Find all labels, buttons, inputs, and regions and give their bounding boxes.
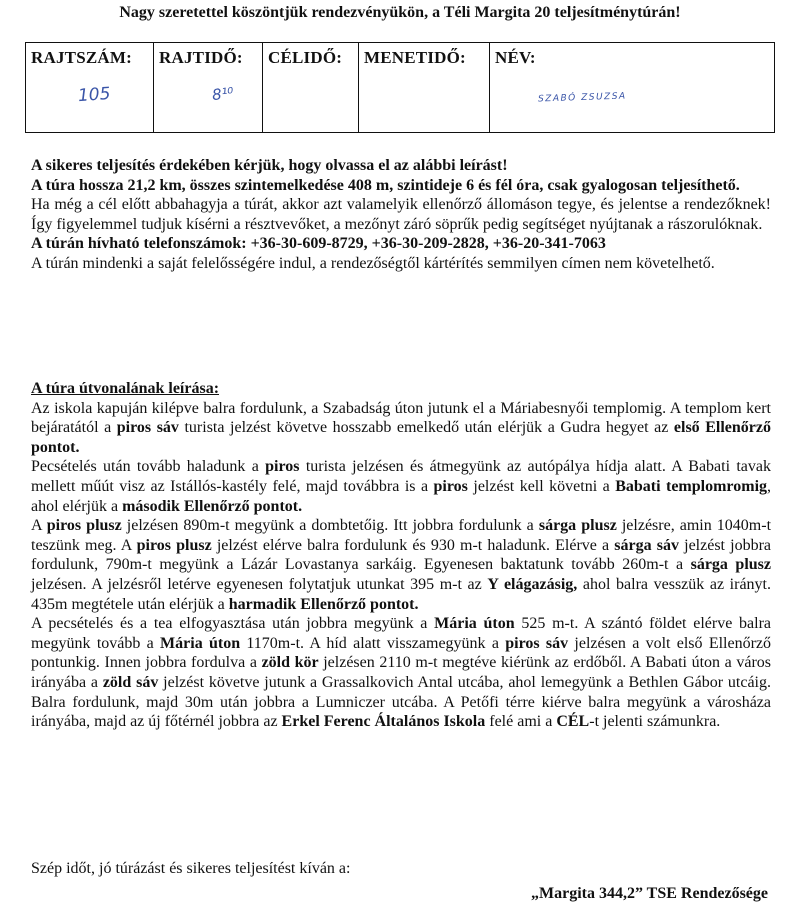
start-time-cell: [154, 43, 263, 133]
checkpoint-2: második Ellenőrző pontot.: [122, 497, 303, 515]
checkpoint-1: első Ellenőrző pontot.: [31, 419, 772, 456]
finish-time-label: CÉLIDŐ:: [268, 48, 343, 67]
duration-cell: [359, 43, 490, 133]
place-maria-ut: Mária úton: [434, 615, 515, 633]
text-run: jelzést elérve balra fordulunk és 930 m-t haladunk. Elérve a: [211, 536, 615, 554]
registration-form: [25, 42, 775, 133]
place-babati-templomrom: Babati templomromig: [615, 477, 768, 495]
finish-time-cell: [263, 43, 359, 133]
name-value: SZABÓ ZSUZSA: [537, 91, 627, 105]
marker-yellow-stripe: sárga sáv: [614, 536, 679, 554]
text-run: Az iskola kapuján kilépve balra fordulunk, a Szabadság úton jutunk el a Máriabesnyői templomig. A templom kert bejáratától a: [31, 399, 771, 437]
phones-label: A túrán hívható telefonszámok:: [31, 235, 247, 253]
name-label: NÉV:: [495, 48, 536, 67]
greeting-header: Nagy szeretettel köszöntjük rendezvényükön, a Téli Margita 20 teljesítménytúrán!: [119, 4, 681, 21]
start-number-value: 105: [77, 83, 112, 107]
phone-numbers: +36-30-609-8729, +36-30-209-2828, +36-20-341-7063: [250, 235, 606, 253]
start-time-value: 8¹⁰: [211, 83, 235, 105]
text-run: 525 m-t. A szántó földet elérve balra megyünk tovább a: [31, 615, 772, 652]
start-number-cell: [26, 43, 154, 133]
organizer-signature: „Margita 344,2” TSE Rendezősége: [530, 885, 768, 902]
route-title: A túra útvonalának leírása:: [31, 380, 220, 397]
text-run: felé ami a: [485, 713, 557, 731]
text-run: jelzést jobbra fordulunk, 790m-t megyünk a Lázár Lovastanya sarkáig. Egyenesen baktatunk tovább 260m-t a: [31, 536, 771, 574]
text-run: jelzésen 890m-t megyünk a dombtetőig. Itt jobbra fordulunk a: [121, 517, 539, 535]
route-paragraph-3: [31, 516, 771, 614]
name-cell: [490, 43, 775, 133]
marker-red: piros: [265, 458, 300, 476]
text-run: jelzésen a volt első Ellenőrző pontunkig. Innen jobbra fordulva a: [31, 634, 772, 672]
text-run: A pecsételés és a tea elfogyasztása után jobbra megyünk a: [31, 615, 435, 633]
marker-red-plus: piros plusz: [46, 517, 122, 535]
marker-red-plus: piros plusz: [136, 536, 212, 554]
marker-red-stripe: piros sáv: [116, 419, 179, 437]
route-paragraph-1: [31, 399, 771, 458]
text-run: jelzésen 2110 m-t megtéve kiérünk az erdőből. A Babati úton a város irányába a: [31, 654, 772, 691]
marker-yellow-plus: sárga plusz: [538, 517, 617, 535]
text-run: Pecsételés után tovább haladunk a: [31, 458, 266, 476]
place-erkel-school: Erkel Ferenc Általános Iskola: [281, 713, 486, 731]
text-run: turista jelzésen és átmegyünk az autópálya hídja alatt. A Babati tavak mellett műút visz az Istállós-kastély felé, majd továbbra is a: [31, 458, 771, 495]
marker-yellow-plus: sárga plusz: [690, 556, 771, 574]
route-section: [31, 379, 771, 732]
intro-line-2: A túra hossza 21,2 km, összes szintemelkedése 408 m, szintideje 6 és fél óra, csak gyalogosan teljesíthető.: [31, 176, 740, 194]
intro-line-1: A sikeres teljesítés érdekében kérjük, hogy olvassa el az alábbi leírást!: [31, 157, 508, 174]
text-run: , ahol elérjük a: [31, 477, 772, 515]
marker-green-circle: zöld kör: [261, 654, 319, 672]
text-run: -t jelenti számunkra.: [589, 713, 721, 731]
marker-green-stripe: zöld sáv: [102, 673, 159, 691]
start-time-label: RAJTIDŐ:: [159, 48, 243, 67]
start-number-label: RAJTSZÁM:: [31, 48, 132, 67]
checkpoint-3: harmadik Ellenőrző pontot.: [228, 595, 419, 613]
text-run: jelzést követve jutunk a Grassalkovich Antal utcába, ahol lemegyünk a Bethlen Gábor utcáig. Balra fordulunk, majd 30m után jobbra a Lumniczer utcába. A Petőfi térre kiérve balra megyünk a városháza irányába, majd az új főtérnél jobbra az: [31, 673, 772, 731]
place-maria-ut: Mária úton: [160, 634, 241, 652]
closing-line: Szép időt, jó túrázást és sikeres teljesítést kíván a:: [31, 860, 351, 877]
marker-red-stripe: piros sáv: [505, 634, 569, 652]
text-run: jelzésen. A jelzésről letérve egyenesen folytatjuk utunkat 395 m-t az: [31, 575, 488, 593]
route-paragraph-4: [31, 614, 771, 732]
finish-word: CÉL: [556, 713, 590, 731]
text-run: turista jelzést követve hosszabb emelkedő után elérjük a Gudra hegyet az: [178, 419, 674, 437]
text-run: 1170m-t. A híd alatt visszamegyünk a: [240, 634, 506, 652]
phones-line: [31, 234, 771, 254]
text-run: jelzést kell követni a: [467, 477, 616, 495]
marker-red: piros: [433, 477, 468, 495]
route-paragraph-2: [31, 457, 771, 516]
duration-label: MENETIDŐ:: [364, 48, 466, 67]
intro-paragraph-5: A túrán mindenki a saját felelősségére indul, a rendezőségtől kártérítés semmilyen címen nem követelhető.: [31, 254, 715, 272]
text-run: jelzésre, amin 1040m-t teszünk meg. A: [31, 517, 772, 554]
intro-paragraph-3: Ha még a cél előtt abbahagyja a túrát, akkor azt valamelyik ellenőrző állomáson tegye, és jelentse a rendezőknek! Így figyelemmel tudjuk kísérni a résztvevőket, a mezőnyt záró söprűk pedig segítséget nyújtanak a rászorulóknak.: [31, 196, 771, 233]
intro-section: [31, 156, 771, 274]
text-run: ahol balra vesszük az irányt. 435m megtétele után elérjük a: [31, 575, 772, 613]
text-run: A: [31, 517, 47, 535]
place-y-junction: Y elágazásig,: [487, 575, 578, 593]
